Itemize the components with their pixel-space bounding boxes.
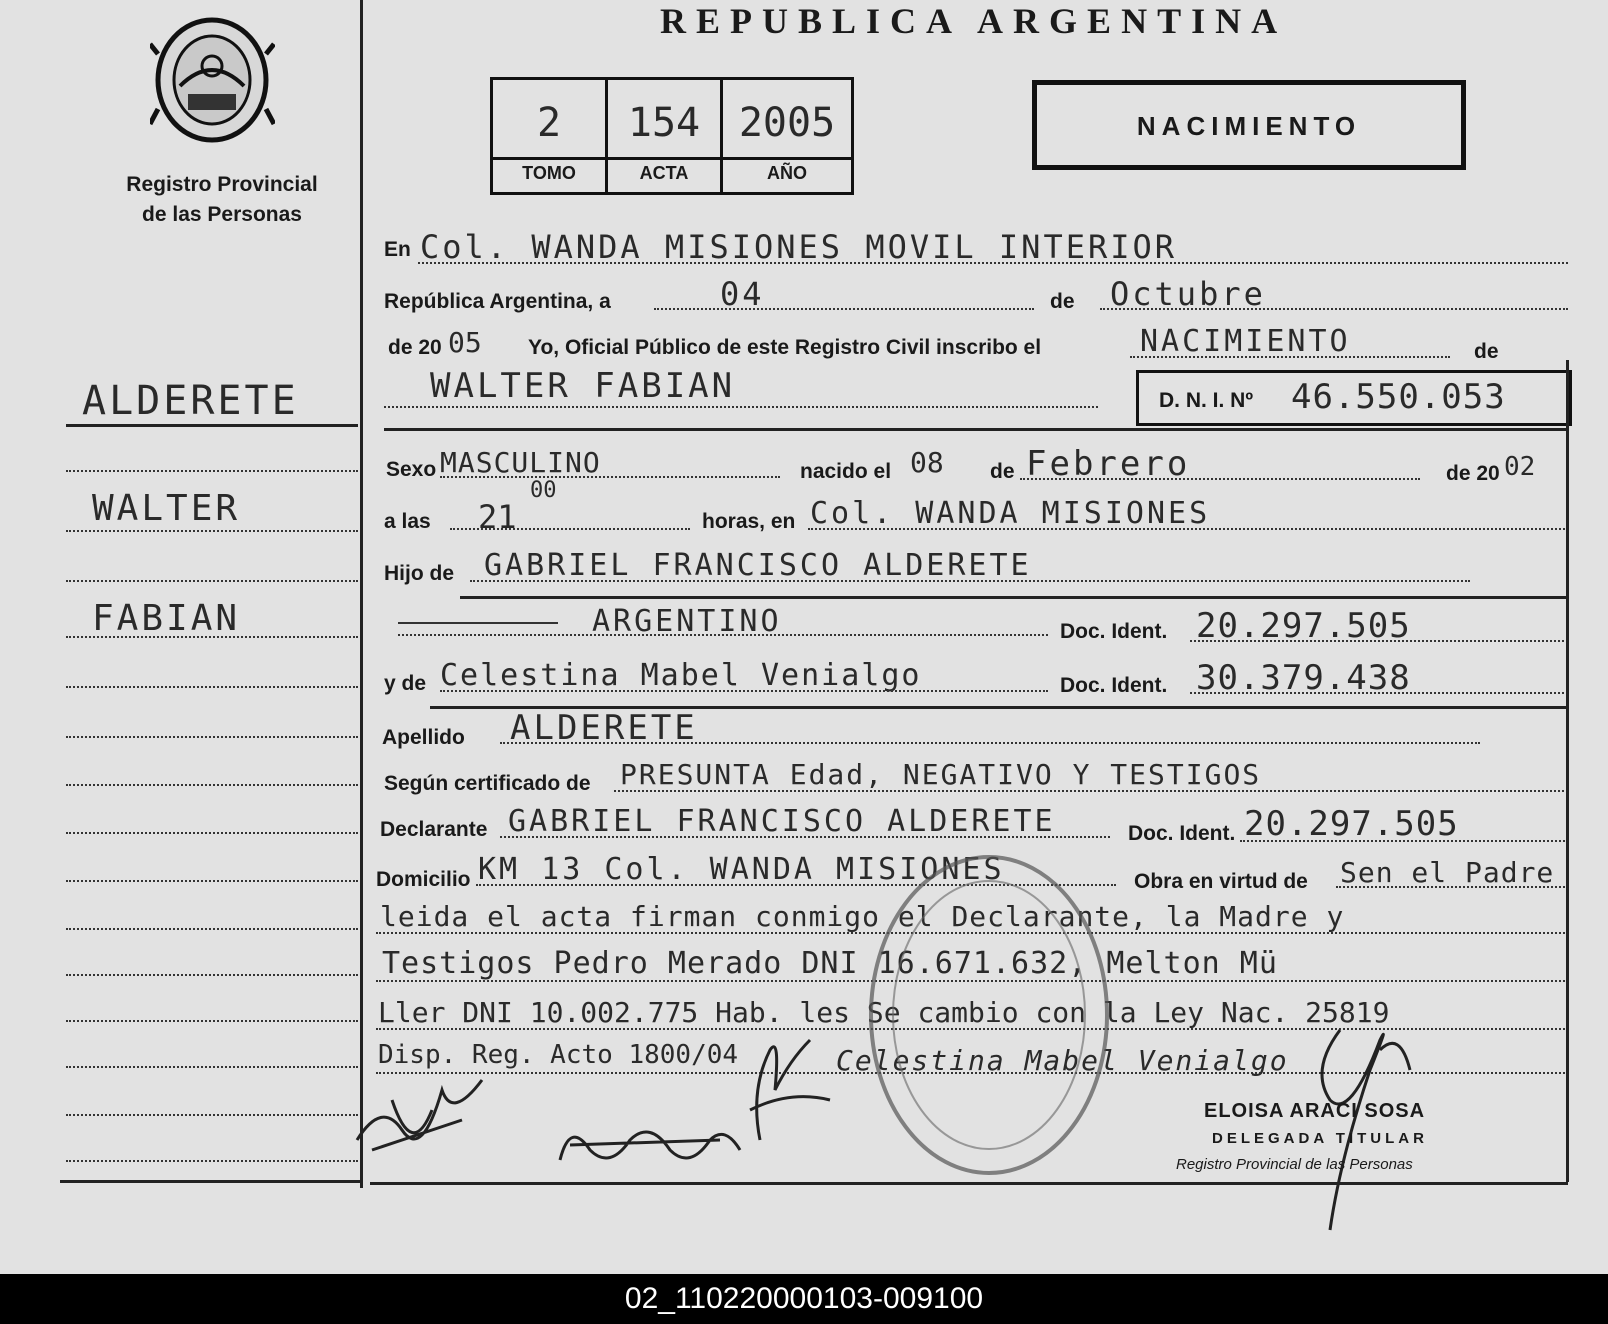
line xyxy=(418,262,1568,264)
acta-label: ACTA xyxy=(639,163,689,183)
tomo-label: TOMO xyxy=(522,163,576,183)
label-de: de xyxy=(1050,290,1075,313)
rule xyxy=(460,596,1568,599)
line xyxy=(500,836,1110,838)
father-signature-icon xyxy=(740,1030,840,1150)
dash xyxy=(398,622,558,624)
label-horas-en: horas, en xyxy=(702,510,796,533)
side-dotted-line xyxy=(66,636,358,638)
label-a-las: a las xyxy=(384,510,431,533)
field-place: Col. WANDA MISIONES MOVIL INTERIOR xyxy=(420,228,1178,266)
mother-signature: Celestina Mabel Venialgo xyxy=(836,1044,1289,1077)
side-dotted-line xyxy=(66,686,358,688)
label-nacido: nacido el xyxy=(800,460,892,483)
field-month: Octubre xyxy=(1110,275,1266,313)
label-apellido: Apellido xyxy=(382,726,465,749)
line xyxy=(1020,478,1420,480)
field-inscribo: NACIMIENTO xyxy=(1140,324,1351,359)
field-given-names: WALTER FABIAN xyxy=(430,366,736,406)
field-sex: MASCULINO xyxy=(440,446,601,479)
line xyxy=(398,634,1048,636)
field-birth-day: 08 xyxy=(910,446,944,479)
field-birth-year-suffix: 02 xyxy=(1504,452,1536,482)
tomo-value: 2 xyxy=(536,100,562,146)
line xyxy=(440,690,1048,692)
declarant-signature-icon xyxy=(352,1060,492,1170)
official-org: Registro Provincial de las Personas xyxy=(1176,1156,1413,1173)
vertical-divider xyxy=(360,0,363,1188)
field-birth-month: Febrero xyxy=(1026,444,1191,484)
side-dotted-line xyxy=(66,1160,358,1162)
record-number-box xyxy=(490,77,854,195)
label-de-3: de xyxy=(990,460,1015,483)
bottom-rule xyxy=(370,1182,1568,1185)
label-declarante: Declarante xyxy=(380,818,488,841)
line xyxy=(1190,640,1568,642)
label-dni: D. N. I. Nº xyxy=(1159,389,1254,412)
side-dotted-line xyxy=(66,1066,358,1068)
side-dotted-line xyxy=(66,736,358,738)
line xyxy=(500,742,1480,744)
official-name: ELOISA ARACI SOSA xyxy=(1204,1100,1426,1122)
official-title: DELEGADA TITULAR xyxy=(1212,1130,1428,1147)
rule xyxy=(384,428,1568,431)
side-second-name: FABIAN xyxy=(92,598,241,639)
field-dni: 46.550.053 xyxy=(1291,377,1506,417)
scan-id-footer: 02_110220000103-009100 xyxy=(0,1274,1608,1324)
side-dotted-line xyxy=(66,530,358,532)
ano-value: 2005 xyxy=(738,100,836,146)
registry-name-line2: de las Personas xyxy=(142,203,302,226)
line xyxy=(1100,308,1568,310)
field-birth-place: Col. WANDA MISIONES xyxy=(810,496,1211,531)
field-obra: Sen el Padre xyxy=(1340,856,1555,889)
label-doc-ident-2: Doc. Ident. xyxy=(1060,674,1168,697)
document-title: REPUBLICA ARGENTINA xyxy=(660,1,1288,41)
label-yo: Yo, Oficial Público de este Registro Civil inscribo el xyxy=(528,336,1042,359)
line xyxy=(654,308,1034,310)
line xyxy=(440,476,780,478)
side-dotted-line xyxy=(66,974,358,976)
label-y-de: y de xyxy=(384,672,427,695)
label-en: En xyxy=(384,238,411,261)
field-mother: Celestina Mabel Venialgo xyxy=(440,658,922,693)
field-declarant-doc: 20.297.505 xyxy=(1244,804,1459,844)
field-certificate: PRESUNTA Edad, NEGATIVO Y TESTIGOS xyxy=(620,758,1262,791)
side-dotted-line xyxy=(66,580,358,582)
line xyxy=(384,406,1098,408)
acta-value: 154 xyxy=(627,100,701,146)
note-line-1: leida el acta firman conmigo el Declarante, la Madre y xyxy=(380,900,1345,933)
dni-box xyxy=(1136,370,1572,426)
line xyxy=(614,790,1568,792)
line xyxy=(1240,840,1568,842)
side-dotted-line xyxy=(66,832,358,834)
side-dotted-line xyxy=(66,1020,358,1022)
field-hour-minutes: 00 xyxy=(530,478,557,503)
label-de-20: de 20 xyxy=(388,336,442,359)
side-dotted-line xyxy=(66,1114,358,1116)
field-declarant: GABRIEL FRANCISCO ALDERETE xyxy=(508,804,1056,839)
document-type: NACIMIENTO xyxy=(1136,111,1362,141)
field-father: GABRIEL FRANCISCO ALDERETE xyxy=(484,548,1032,583)
document-type-box xyxy=(1032,80,1466,170)
side-dotted-line xyxy=(66,880,358,882)
label-hijo-de: Hijo de xyxy=(384,562,455,585)
line xyxy=(1190,692,1568,694)
line xyxy=(470,580,1470,582)
provincial-seal-icon xyxy=(150,14,275,149)
label-de-20-2: de 20 xyxy=(1446,462,1500,485)
label-segun: Según certificado de xyxy=(384,772,591,795)
label-sexo: Sexo xyxy=(386,458,437,481)
label-de-2: de xyxy=(1474,340,1499,363)
line xyxy=(1130,356,1450,358)
field-surname: ALDERETE xyxy=(510,708,698,748)
ano-label: AÑO xyxy=(767,163,807,183)
label-republica: República Argentina, a xyxy=(384,290,611,313)
label-doc-ident-3: Doc. Ident. xyxy=(1128,822,1236,845)
side-dotted-line xyxy=(66,470,358,472)
label-domicilio: Domicilio xyxy=(376,868,471,891)
field-year-suffix: 05 xyxy=(448,326,482,359)
field-day: 04 xyxy=(720,275,765,313)
line xyxy=(808,528,1568,530)
official-signature-icon xyxy=(1280,1010,1440,1240)
witness-signature-icon xyxy=(550,1110,750,1180)
note-line-2: Testigos Pedro Merado DNI 16.671.632, Melton Mü xyxy=(382,946,1278,981)
label-doc-ident: Doc. Ident. xyxy=(1060,620,1168,643)
official-stamp-icon xyxy=(864,850,1114,1180)
field-hour: 21 xyxy=(478,498,517,536)
note-line-4: Disp. Reg. Acto 1800/04 xyxy=(378,1040,739,1070)
right-border xyxy=(1566,360,1569,1182)
line xyxy=(1336,886,1568,888)
side-dotted-line xyxy=(66,928,358,930)
field-father-doc: 20.297.505 xyxy=(1196,606,1411,646)
field-mother-doc: 30.379.438 xyxy=(1196,658,1411,698)
side-dotted-line xyxy=(66,784,358,786)
field-nationality: ARGENTINO xyxy=(592,604,782,639)
side-rule xyxy=(66,424,358,427)
note-line-3: Ller DNI 10.002.775 Hab. les Se cambio con la Ley Nac. 25819 xyxy=(378,996,1390,1029)
label-obra: Obra en virtud de xyxy=(1134,870,1308,893)
line xyxy=(450,528,690,530)
registry-name-line1: Registro Provincial xyxy=(126,173,318,196)
side-first-name: WALTER xyxy=(92,488,241,529)
side-surname: ALDERETE xyxy=(82,378,299,424)
side-bottom-rule xyxy=(60,1180,360,1183)
field-address: KM 13 Col. WANDA MISIONES xyxy=(478,852,1005,887)
